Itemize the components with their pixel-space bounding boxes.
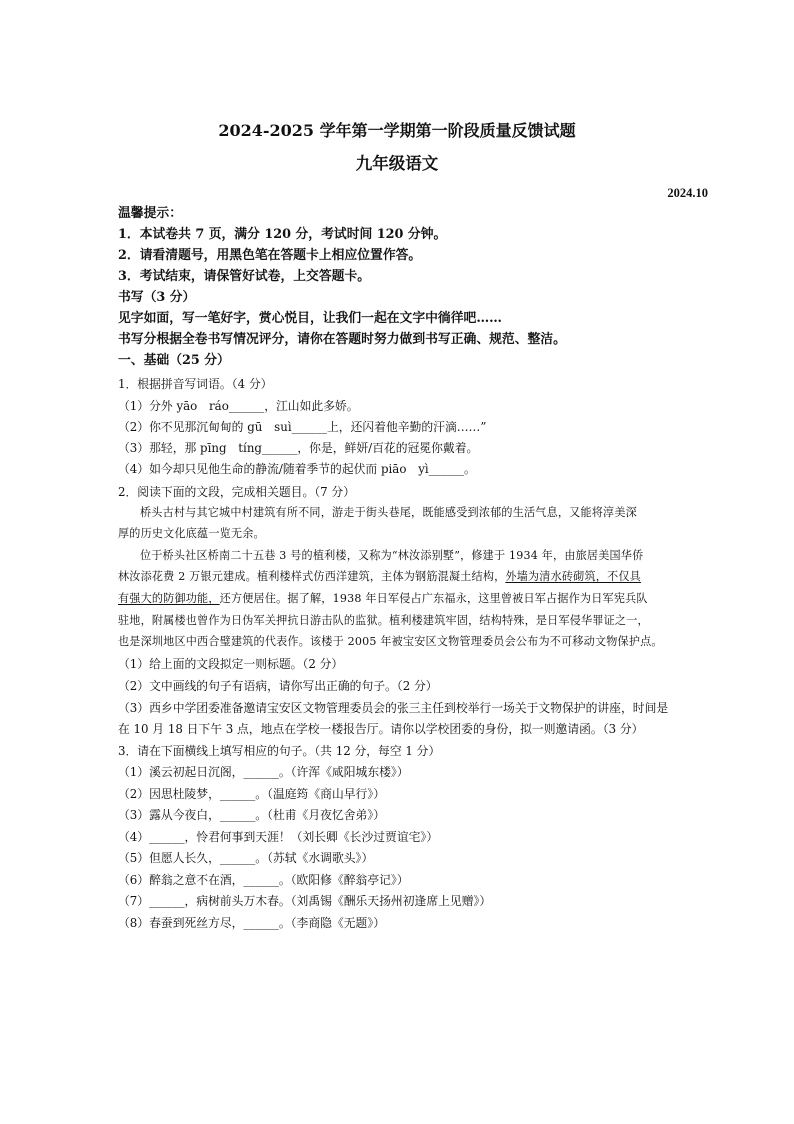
passage-line (118, 569, 688, 585)
tip-item: 2．请看清题号，用黑色笔在答题卡上相应位置作答。 (118, 248, 422, 263)
underlined-sentence: 外墙为清水砖砌筑，不仅具 (505, 570, 641, 583)
writing-line: 书写分根据全卷书写情况评分，请你在答题时努力做到书写正确、规范、整洁。 (118, 332, 566, 347)
tips-heading: 温馨提示： (118, 206, 182, 221)
poem-item: （6）醉翁之意不在酒，______。（欧阳修《醉翁亭记》） (118, 873, 409, 887)
question-item: （4）如今却只见他生命的静流/随着季节的起伏而 piāo yì______。 (118, 462, 476, 476)
passage-text: 林汝添花费 2 万银元建成。植利楼样式仿西洋建筑，主体为钢筋混凝土结构， (118, 570, 506, 583)
sub-question: （3）西乡中学团委准备邀请宝安区文物管理委员会的张三主任到校举行一场关于文物保护的讲座，时间是 (118, 701, 669, 715)
poem-item: （4）______，怜君何事到天涯！（刘长卿《长沙过贾谊宅》） (118, 830, 439, 844)
passage-line (118, 591, 688, 607)
passage-line: 驻地，附属楼也曾作为日伪军关押抗日游击队的监狱。植利楼建筑牢固，结构特殊，是日军侵华罪证之一， (118, 614, 649, 627)
writing-heading: 书写（3 分） (118, 290, 196, 305)
passage-line: 桥头古村与其它城中村建筑有所不同，游走于街头巷尾，既能感受到浓郁的生活气息，又能将淳美深 (140, 506, 637, 519)
passage-line: 也是深圳地区中西合璧建筑的代表作。该楼于 2005 年被宝安区文物管理委员会公布为不可移动文物保护点。 (118, 635, 663, 648)
question-stem: 1．根据拼音写词语。（4 分） (118, 377, 273, 391)
poem-item: （3）露从今夜白，______。（杜甫《月夜忆舍弟》） (118, 808, 386, 822)
sub-question: 在 10 月 18 日下午 3 点，地点在学校一楼报告厅。请你以学校团委的身份，拟一则邀请函。（3 分） (118, 722, 644, 736)
question-item: （3）那轻，那 pīng tíng______，你是，鲜妍/百花的冠冕你戴着。 (118, 441, 479, 455)
passage-line: 厚的历史文化底蕴一览无余。 (118, 527, 265, 540)
poem-item: （7）______，病树前头万木春。（刘禹锡《酬乐天扬州初逢席上见赠》） (118, 894, 492, 908)
writing-line: 见字如面，写一笔好字，赏心悦目，让我们一起在文字中徜徉吧…… (118, 311, 502, 326)
poem-item: （8）春蚕到死丝方尽，______。（李商隐《无题》） (118, 916, 386, 930)
sub-question: （2）文中画线的句子有语病，请你写出正确的句子。（2 分） (118, 679, 438, 693)
exam-date: 2024.10 (667, 186, 708, 200)
poem-item: （1）溪云初起日沉阁，______。（许浑《咸阳城东楼》） (118, 765, 409, 779)
poem-item: （2）因思杜陵梦，______。（温庭筠《商山早行》） (118, 787, 386, 801)
poem-item: （5）但愿人长久，______。（苏轼《水调歌头》） (118, 851, 374, 865)
question-stem: 3．请在下面横线上填写相应的句子。（共 12 分，每空 1 分） (118, 744, 441, 758)
passage-line: 位于桥头社区桥南二十五巷 3 号的植利楼，又称为“林汝添别墅”，修建于 1934 年，由旅居美国华侨 (140, 549, 644, 562)
sub-question: （1）给上面的文段拟定一则标题。（2 分） (118, 657, 344, 671)
exam-subtitle: 九年级语文 (355, 154, 439, 173)
underlined-sentence: 有强大的防御功能， (118, 592, 220, 605)
question-item: （1）分外 yāo ráo______，江山如此多娇。 (118, 399, 359, 413)
question-stem: 2．阅读下面的文段，完成相关题目。（7 分） (118, 485, 356, 499)
section-heading: 一、基础（25 分） (118, 353, 230, 368)
tip-item: 3．考试结束，请保管好试卷，上交答题卡。 (118, 269, 371, 284)
passage-text: 还方便居住。据了解，1938 年日军侵占广东福永，这里曾被日军占据作为日军宪兵队 (219, 592, 648, 605)
exam-title: 2024-2025 学年第一学期第一阶段质量反馈试题 (218, 121, 576, 140)
tip-item: 1．本试卷共 7 页，满分 120 分，考试时间 120 分钟。 (118, 227, 447, 242)
question-item: （2）你不见那沉甸甸的 gū suì______上，还闪着他辛勤的汗滴……” (118, 420, 487, 434)
